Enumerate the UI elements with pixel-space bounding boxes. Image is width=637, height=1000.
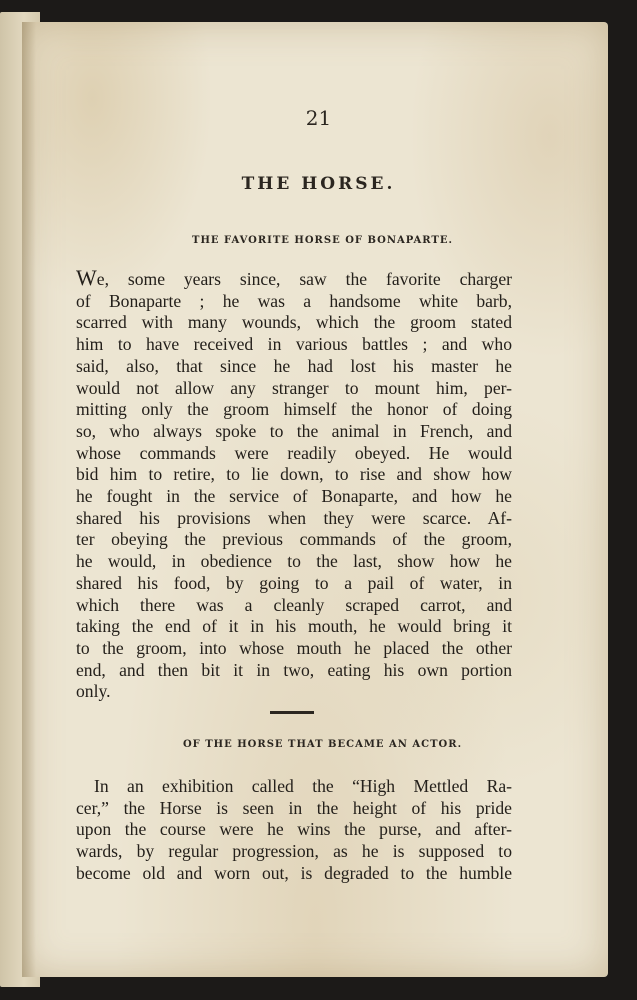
text-line: bid him to retire, to lie down, to rise and show how	[76, 464, 512, 485]
text-line: he fought in the service of Bonaparte, and how he	[76, 486, 512, 507]
text-line: upon the course were he wins the purse, and after-	[76, 819, 512, 840]
text-line: In an exhibition called the “High Mettled Ra-	[94, 776, 512, 796]
section-heading-actor: OF THE HORSE THAT BECAME AN ACTOR.	[182, 739, 463, 750]
section-heading-bonaparte: THE FAVORITE HORSE OF BONAPARTE.	[192, 235, 453, 246]
text-line: whose commands were readily obeyed. He would	[76, 442, 512, 463]
text-line: ter obeying the previous commands of the groom,	[76, 529, 512, 550]
text-line: would not allow any stranger to mount him, per-	[76, 377, 512, 398]
text-line: said, also, that since he had lost his master he	[76, 355, 512, 376]
text-line: him to have received in various battles ; and who	[76, 334, 512, 355]
text-line: to the groom, into whose mouth he placed the other	[76, 637, 512, 658]
section-divider	[270, 711, 314, 714]
drop-cap: W	[76, 265, 97, 290]
text-line: shared his provisions when they were scarce. Af-	[76, 507, 512, 528]
text-line: only.	[76, 681, 111, 702]
text-line	[76, 267, 512, 291]
text-line: wards, by regular progression, as he is supposed to	[76, 841, 512, 862]
text-line: end, and then bit it in two, eating his own portion	[76, 659, 512, 680]
text-line-content: e, some years since, saw the favorite charger	[96, 269, 512, 289]
text-line: so, who always spoke to the animal in French, and	[76, 420, 512, 441]
text-line: which there was a cleanly scraped carrot, and	[76, 594, 512, 615]
text-line: cer,” the Horse is seen in the height of his pride	[76, 797, 512, 818]
paragraph-bonaparte	[76, 267, 512, 703]
text-line: of Bonaparte ; he was a handsome white barb,	[76, 290, 512, 311]
text-line: become old and worn out, is degraded to the humble	[76, 862, 512, 883]
text-line: mitting only the groom himself the honor of doing	[76, 399, 512, 420]
page-number: 21	[305, 106, 332, 130]
text-line: shared his food, by going to a pail of water, in	[76, 572, 512, 593]
page-fold-shadow	[22, 22, 36, 977]
text-line: he would, in obedience to the last, show how he	[76, 551, 512, 572]
chapter-title: THE HORSE.	[241, 174, 396, 194]
text-line: scarred with many wounds, which the groom stated	[76, 312, 512, 333]
text-line: taking the end of it in his mouth, he would bring it	[76, 616, 512, 637]
paragraph-actor	[76, 776, 512, 885]
